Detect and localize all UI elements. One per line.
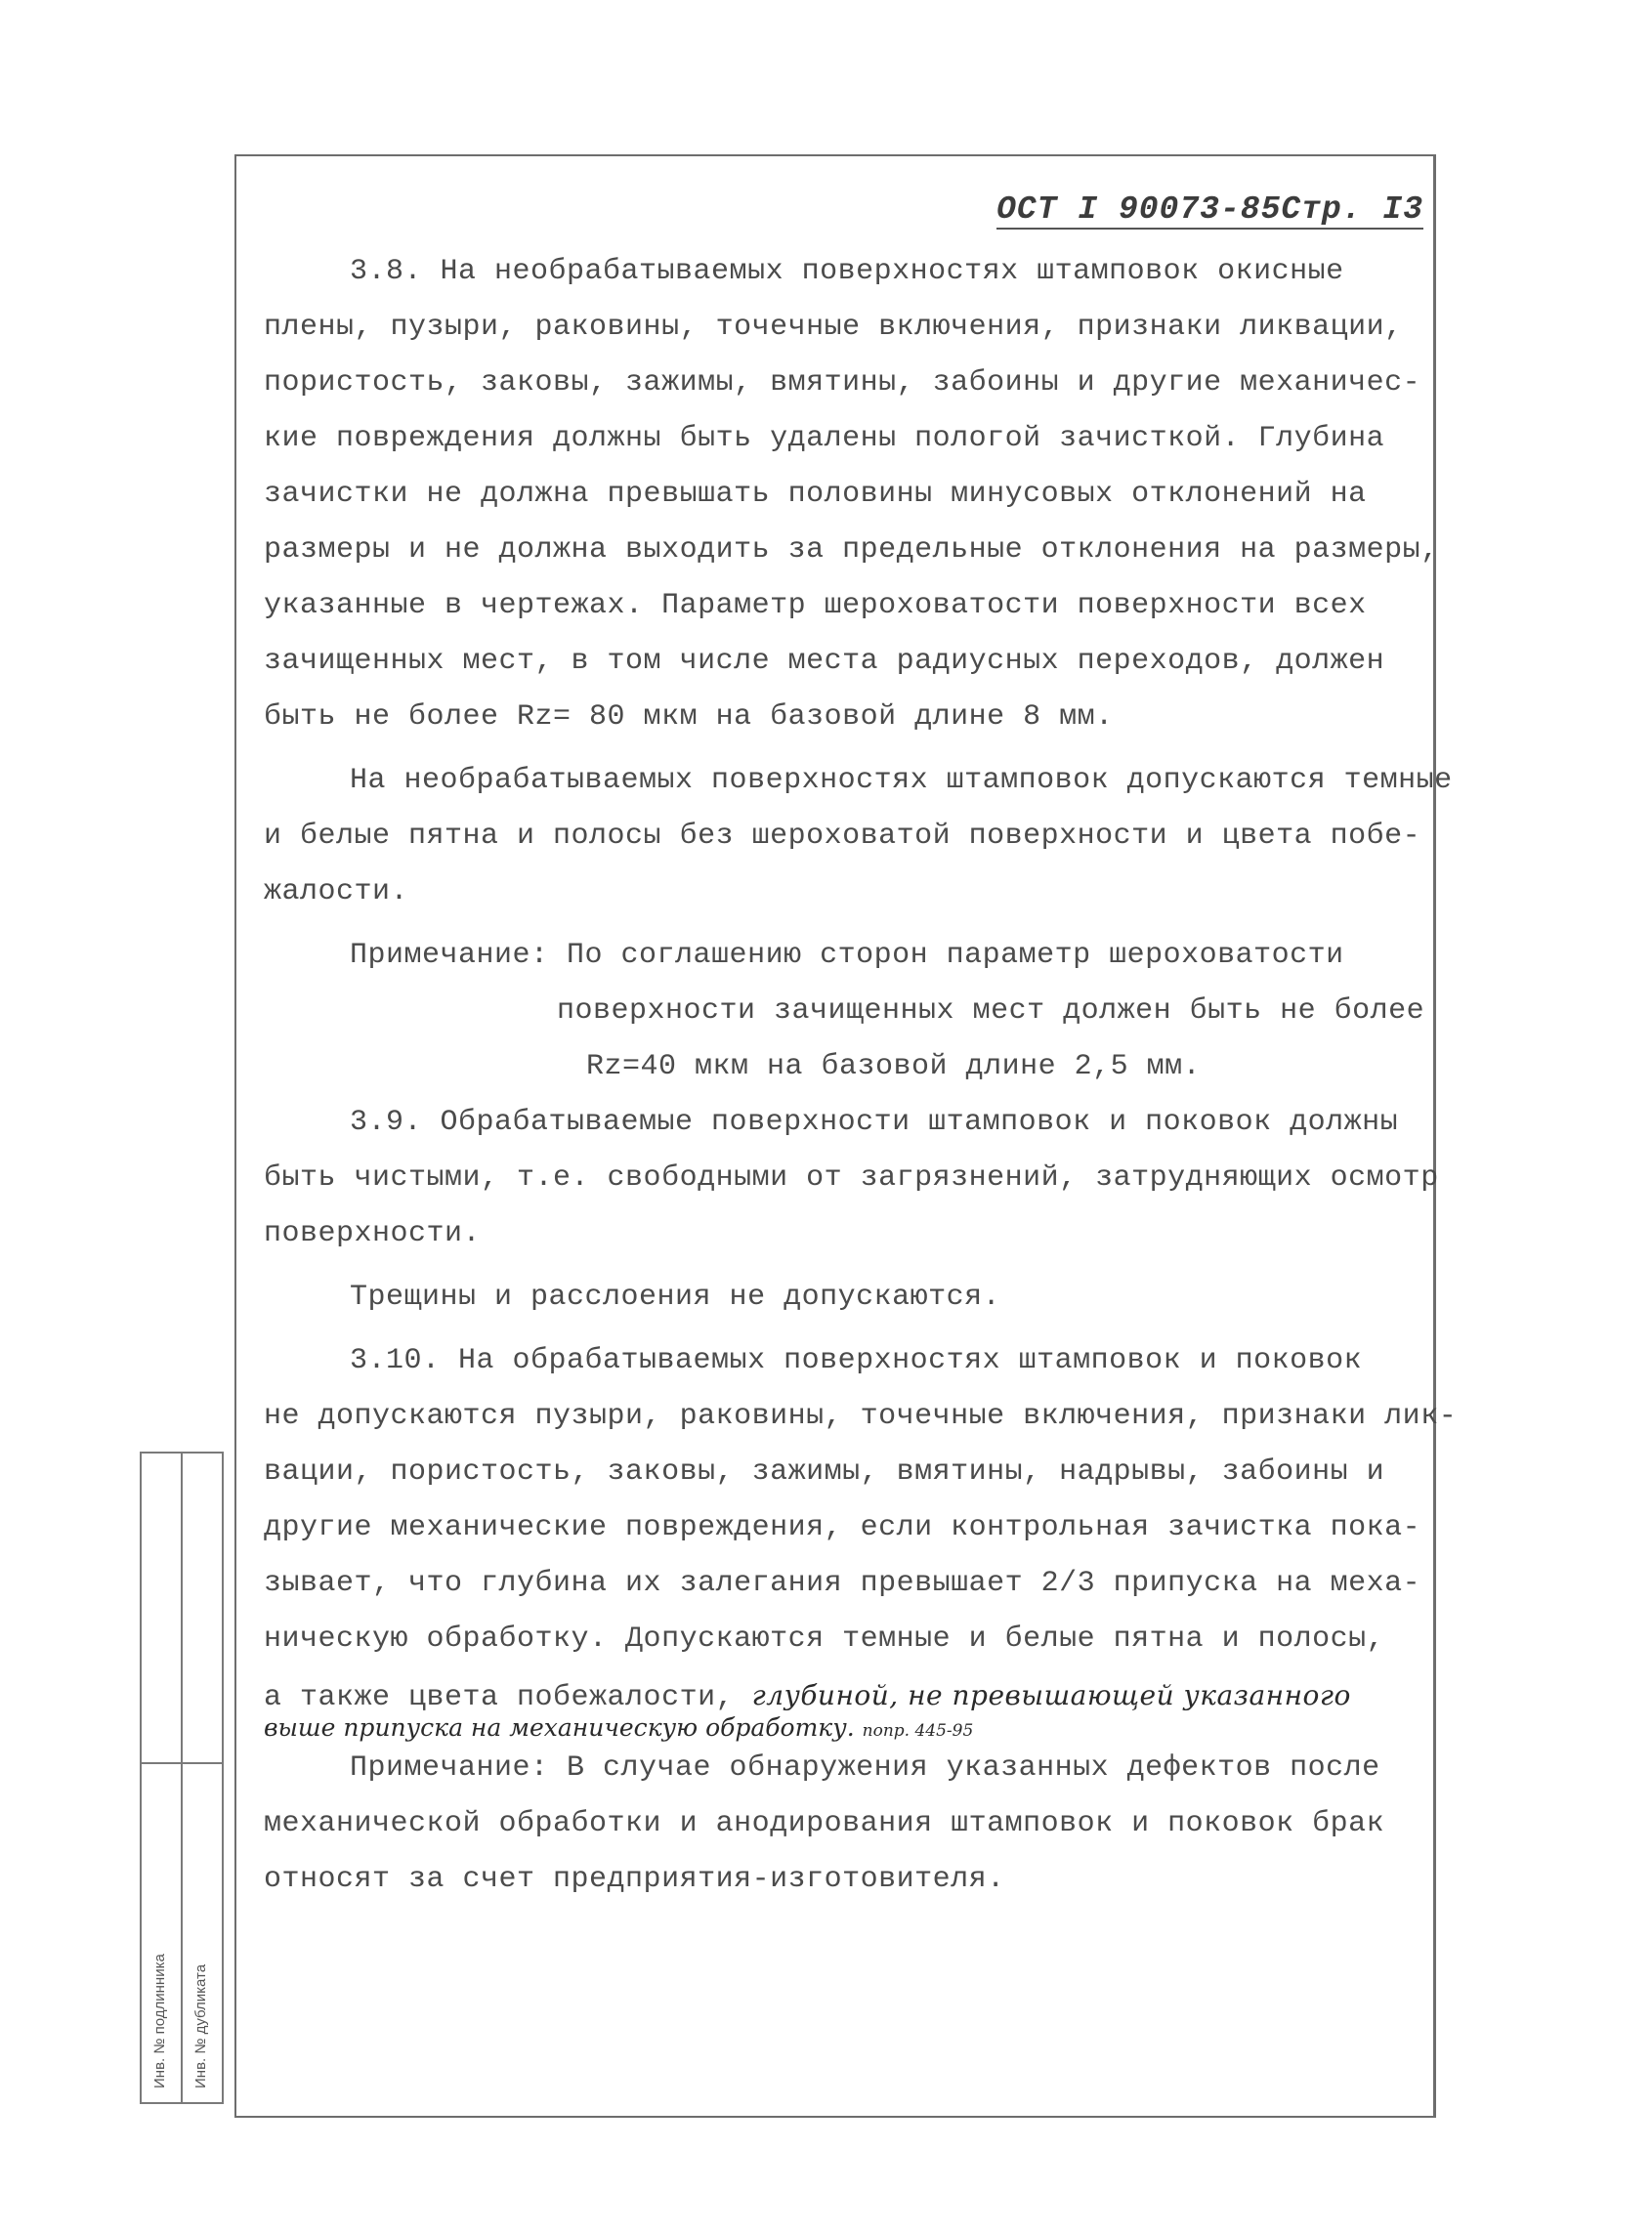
- text-line: 3.8. На необрабатываемых поверхностях штамповок окисные: [350, 255, 1344, 288]
- note-line: Примечание: По соглашению сторон параметр шероховатости: [350, 939, 1344, 972]
- text-line: быть не более Rz= 80 мкм на базовой длине 8 мм.: [264, 700, 1114, 734]
- stamp-divider: [142, 1762, 222, 1764]
- text-line: 3.9. Обрабатываемые поверхности штамповок и поковок должны: [350, 1106, 1399, 1139]
- document-code: ОСТ I 90073-85Стр. I3: [996, 191, 1423, 228]
- archive-stamp-box: [140, 1452, 224, 2104]
- note-line: относят за счет предприятия-изготовителя.: [264, 1863, 1005, 1896]
- text-line: 3.10. На обрабатываемых поверхностях штамповок и поковок: [350, 1344, 1363, 1377]
- text-line: поверхности.: [264, 1217, 482, 1250]
- stamp-label-duplicate: Инв. № дубликата: [192, 1963, 209, 2088]
- note-line: механической обработки и анодирования штамповок и поковок брак: [264, 1807, 1385, 1840]
- text-line: размеры и не должна выходить за предельные отклонения на размеры,: [264, 533, 1439, 567]
- text-line: жалости.: [264, 875, 409, 908]
- text-line: пористость, заковы, зажимы, вмятины, забоины и другие механичес-: [264, 366, 1421, 400]
- clause-3-10: [264, 1333, 1458, 1745]
- note-line: поверхности зачищенных мест должен быть не более: [557, 994, 1425, 1028]
- handwritten-amendment: глубиной, не превышающей указанного: [751, 1679, 1351, 1711]
- stamp-divider: [181, 1454, 183, 2102]
- note-line: Rz=40 мкм на базовой длине 2,5 мм.: [586, 1050, 1202, 1083]
- clause-3-8-allowance: [264, 753, 1453, 920]
- amendment-reference: попр. 445-95: [862, 1721, 974, 1741]
- document-body: [264, 244, 1458, 1908]
- clause-3-9: [264, 1095, 1439, 1262]
- text-line: вации, пористость, заковы, зажимы, вмятины, надрывы, забоины и: [264, 1455, 1385, 1489]
- text-line: быть чистыми, т.е. свободными от загрязнений, затрудняющих осмотр: [264, 1161, 1439, 1195]
- note-defects: [264, 1741, 1426, 1908]
- handwritten-text: выше припуска на механическую обработку.: [264, 1713, 855, 1742]
- text-line: зачищенных мест, в том числе места радиусных переходов, должен: [264, 645, 1385, 678]
- text-line: На необрабатываемых поверхностях штамповок допускаются темные: [350, 764, 1453, 797]
- text-line: зывает, что глубина их залегания превышает 2/3 припуска на меха-: [264, 1567, 1421, 1600]
- text-line: кие повреждения должны быть удалены пологой зачисткой. Глубина: [264, 422, 1385, 455]
- note-roughness: [264, 928, 1426, 1095]
- text-line: не допускаются пузыри, раковины, точечные включения, признаки лик-: [264, 1400, 1458, 1433]
- text-line: ническую обработку. Допускаются темные и белые пятна и полосы,: [264, 1623, 1385, 1656]
- text-line: зачистки не должна превышать половины минусовых отклонений на: [264, 478, 1367, 511]
- text-line: Трещины и расслоения не допускаются.: [350, 1281, 1001, 1314]
- text-line: плены, пузыри, раковины, точечные включения, признаки ликвации,: [264, 311, 1403, 344]
- stamp-label-original: Инв. № подлинника: [151, 1954, 168, 2088]
- text-line: и белые пятна и полосы без шероховатой поверхности и цвета побе-: [264, 820, 1421, 853]
- text-line: другие механические повреждения, если контрольная зачистка пока-: [264, 1511, 1421, 1544]
- clause-3-8: [264, 244, 1439, 745]
- typed-text: а также цвета побежалости,: [264, 1681, 735, 1714]
- text-line: указанные в чертежах. Параметр шероховатости поверхности всех: [264, 589, 1367, 622]
- note-line: Примечание: В случае обнаружения указанных дефектов после: [350, 1751, 1380, 1785]
